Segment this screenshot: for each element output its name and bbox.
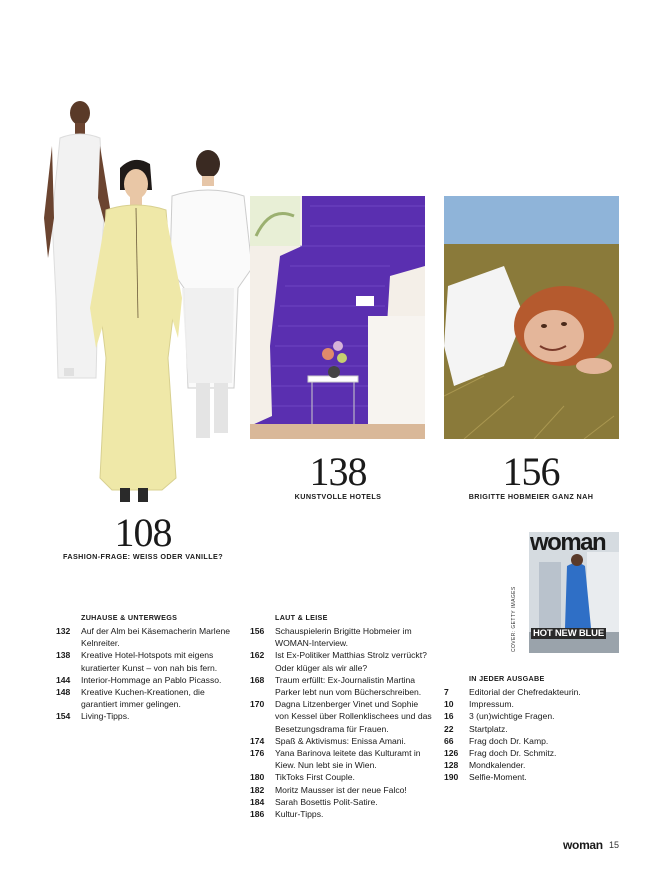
feature-caption-fashion: FASHION-FRAGE: WEISS ODER VANILLE? bbox=[62, 552, 223, 561]
toc-entry[interactable] bbox=[250, 649, 432, 673]
model-white-left bbox=[44, 101, 110, 378]
toc-text: Ist Ex-Politiker Matthias Strolz verrückt? Oder klüger als wir alle? bbox=[275, 650, 427, 673]
toc-entry[interactable] bbox=[444, 698, 624, 710]
toc-entry[interactable] bbox=[444, 759, 624, 771]
toc-entry[interactable] bbox=[56, 649, 236, 673]
toc-page: 162 bbox=[250, 650, 265, 661]
toc-text: Frag doch Dr. Kamp. bbox=[469, 735, 549, 746]
toc-entry[interactable] bbox=[250, 784, 432, 796]
toc-text: TikToks First Couple. bbox=[275, 772, 355, 783]
toc-text: Auf der Alm bei Käsemacherin Marlene Kelnreiter. bbox=[81, 626, 231, 649]
toc-entry[interactable] bbox=[444, 771, 624, 783]
toc-text: Startplatz. bbox=[469, 723, 508, 734]
toc-entry[interactable] bbox=[250, 808, 432, 820]
fashion-photo bbox=[38, 98, 260, 510]
toc-text: Dagna Litzenberger Vinet und Sophie von Kessel über Rollenklischees und das Besetzungsdrama für Frauen. bbox=[275, 699, 432, 734]
feature-number-hotels: 138 bbox=[309, 449, 367, 494]
toc-entry[interactable] bbox=[444, 735, 624, 747]
page-number: 15 bbox=[609, 840, 620, 850]
toc-page: 182 bbox=[250, 784, 265, 795]
toc-entry[interactable] bbox=[444, 747, 624, 759]
toc-page: 148 bbox=[56, 687, 71, 698]
toc-text: Kultur-Tipps. bbox=[275, 809, 324, 820]
cover-headline: HOT NEW BLUE bbox=[533, 628, 604, 639]
cover-thumbnail bbox=[529, 532, 619, 653]
section-heading: LAUT & LEISE bbox=[275, 613, 328, 622]
section-zuhause bbox=[56, 612, 236, 723]
toc-page: 10 bbox=[444, 699, 454, 710]
toc-page: 132 bbox=[56, 626, 71, 636]
toc-entry[interactable] bbox=[444, 723, 624, 735]
toc-text: Mondkalender. bbox=[469, 760, 526, 771]
toc-page: 176 bbox=[250, 748, 265, 759]
toc-page: 184 bbox=[250, 796, 265, 807]
toc-text: Interior-Hommage an Pablo Picasso. bbox=[81, 674, 222, 685]
section-laut bbox=[250, 612, 432, 820]
feature-caption-portrait: BRIGITTE HOBMEIER GANZ NAH bbox=[468, 492, 594, 501]
toc-entry[interactable] bbox=[56, 686, 236, 710]
section-heading: IN JEDER AUSGABE bbox=[469, 674, 545, 683]
toc-entry[interactable] bbox=[56, 674, 236, 686]
toc-entry[interactable] bbox=[250, 747, 432, 771]
cover-brand: woman bbox=[530, 532, 606, 556]
toc-page: 190 bbox=[444, 772, 459, 783]
portrait-photo bbox=[444, 196, 619, 439]
toc-entry[interactable] bbox=[56, 625, 236, 649]
toc-text: Sarah Bosettis Polit-Satire. bbox=[275, 796, 378, 807]
toc-page: 154 bbox=[56, 711, 71, 722]
toc-page: 180 bbox=[250, 772, 265, 783]
section-heading: ZUHAUSE & UNTERWEGS bbox=[81, 613, 178, 622]
toc-text: Impressum. bbox=[469, 699, 514, 710]
toc-page: 186 bbox=[250, 809, 265, 820]
model-white-right bbox=[170, 150, 252, 438]
toc-text: Schauspielerin Brigitte Hobmeier im WOMAN-Interview. bbox=[275, 626, 412, 649]
toc-entry[interactable] bbox=[250, 771, 432, 783]
toc-text: Yana Barinova leitete das Kulturamt in Kiew. Nun lebt sie in Wien. bbox=[275, 748, 421, 771]
toc-text: Moritz Mausser ist der neue Falco! bbox=[275, 784, 407, 795]
toc-text: Selfie-Moment. bbox=[469, 772, 527, 783]
toc-text: Editorial der Chefredakteurin. bbox=[469, 687, 581, 697]
feature-number-fashion: 108 bbox=[114, 510, 172, 555]
toc-page: 144 bbox=[56, 674, 71, 685]
toc-entry[interactable] bbox=[250, 698, 432, 735]
toc-entry[interactable] bbox=[444, 710, 624, 722]
toc-page: 66 bbox=[444, 735, 454, 746]
toc-entry[interactable] bbox=[56, 710, 236, 722]
feature-number-portrait: 156 bbox=[502, 449, 560, 494]
toc-text: Traum erfüllt: Ex-Journalistin Martina Parker lebt nun vom Bücherschreiben. bbox=[275, 674, 422, 698]
hotel-photo bbox=[250, 196, 425, 439]
toc-entry[interactable] bbox=[250, 796, 432, 808]
toc-page: 128 bbox=[444, 760, 459, 771]
footer-brand: woman bbox=[563, 838, 603, 852]
toc-text: Kreative Kuchen-Kreationen, die garantiert immer gelingen. bbox=[81, 687, 205, 710]
toc-entry[interactable] bbox=[250, 735, 432, 747]
toc-text: 3 (un)wichtige Fragen. bbox=[469, 711, 555, 722]
toc-entry[interactable] bbox=[444, 686, 624, 698]
feature-caption-hotels: KUNSTVOLLE HOTELS bbox=[294, 492, 382, 501]
toc-page: 168 bbox=[250, 674, 265, 685]
section-ausgabe bbox=[444, 673, 624, 784]
toc-page: 170 bbox=[250, 699, 265, 710]
toc-entry[interactable] bbox=[250, 625, 432, 649]
toc-entry[interactable] bbox=[250, 674, 432, 698]
toc-page: 126 bbox=[444, 748, 459, 759]
toc-text: Frag doch Dr. Schmitz. bbox=[469, 748, 557, 759]
toc-page: 22 bbox=[444, 723, 454, 734]
toc-text: Living-Tipps. bbox=[81, 711, 130, 722]
toc-page: 16 bbox=[444, 711, 454, 722]
toc-page: 174 bbox=[250, 735, 265, 746]
toc-page: 7 bbox=[444, 687, 449, 697]
cover-credit: COVER: GETTY IMAGES bbox=[511, 586, 517, 652]
toc-text: Spaß & Aktivismus: Enissa Amani. bbox=[275, 735, 406, 746]
toc-page: 138 bbox=[56, 650, 71, 661]
toc-text: Kreative Hotel-Hotspots mit eigens kuratierter Kunst – von nah bis fern. bbox=[81, 650, 218, 673]
toc-page: 156 bbox=[250, 626, 265, 636]
